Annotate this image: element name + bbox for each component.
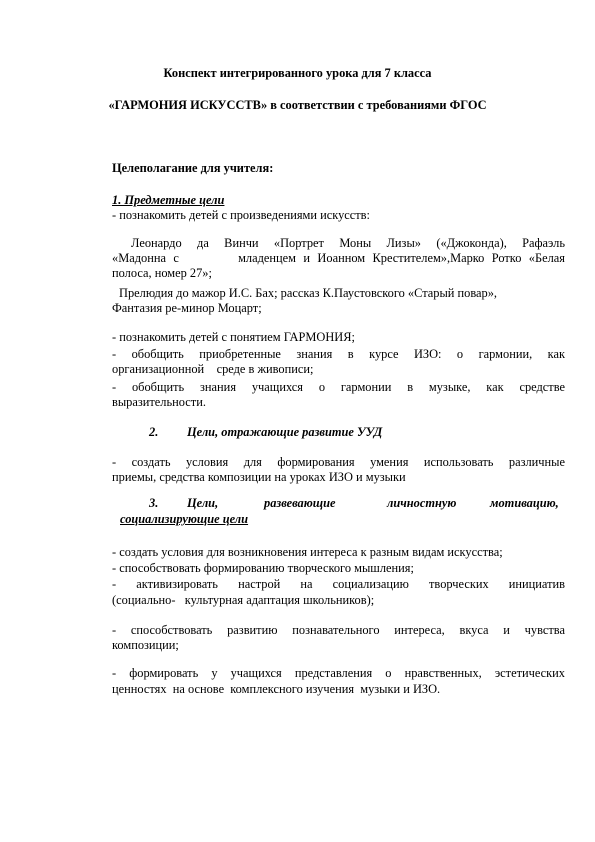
works-line-3: полоса, номер 27»; — [112, 266, 212, 280]
works-line-4: Прелюдия до мажор И.С. Бах; рассказ К.Паустовского «Старый повар», — [119, 286, 498, 300]
section-1-item-2: - познакомить детей с понятием ГАРМОНИЯ; — [112, 330, 355, 344]
section-3-heading-word-4: мотивацию, — [490, 496, 559, 510]
section-2-heading: Цели, отражающие развитие УУД — [187, 425, 383, 439]
section-2-number: 2. — [149, 425, 159, 439]
works-line-1: Леонардо да Винчи «Портрет Моны Лизы» («Джоконда), Рафаэль — [131, 236, 565, 250]
section-3-heading-word-2: развевающие — [264, 496, 336, 510]
section-2-item-1-line-1: - создать условия для формирования умения использовать различные — [112, 455, 565, 469]
section-3-item-5-line-1: - формировать у учащихся представления о нравственных, эстетических — [112, 666, 565, 680]
section-1-heading: 1. Предметные цели — [112, 193, 225, 207]
goals-heading: Целеполагание для учителя: — [112, 161, 274, 175]
section-1-item-4-line-1: - обобщить знания учащихся о гармонии в музыке, как средстве — [112, 380, 565, 394]
section-3-item-4-line-1: - способствовать развитию познавательного интереса, вкуса и чувства — [112, 623, 565, 637]
document-title-line-2: «ГАРМОНИЯ ИСКУССТВ» в соответствии с требованиями ФГОС — [108, 98, 487, 112]
document-title-line-1: Конспект интегрированного урока для 7 класса — [163, 66, 432, 80]
section-3-heading-word-3: личностную — [387, 496, 457, 510]
works-line-5: Фантазия ре-минор Моцарт; — [112, 301, 262, 315]
section-3-heading-word-1: Цели, — [187, 496, 219, 510]
section-3-item-3-line-2: (социально- культурная адаптация школьников); — [112, 593, 375, 607]
section-3-item-2: - способствовать формированию творческого мышления; — [112, 561, 414, 575]
section-3-item-4-line-2: композиции; — [112, 638, 179, 652]
section-3-item-5-line-2: ценностях на основе комплексного изучения музыки и ИЗО. — [112, 682, 441, 696]
section-3-item-1: - создать условия для возникновения интереса к разным видам искусства; — [112, 545, 503, 559]
section-3-heading-line-2: социализирующие цели — [120, 512, 249, 526]
section-2-item-1-line-2: приемы, средства композиции на уроках ИЗО и музыки — [112, 470, 406, 484]
section-1-intro: - познакомить детей с произведениями искусств: — [112, 208, 370, 222]
section-3-item-3-line-1: - активизировать настрой на социализацию творческих инициатив — [112, 577, 565, 591]
section-3-number: 3. — [149, 496, 159, 510]
section-1-item-3-line-2: организационной среде в живописи; — [112, 362, 314, 376]
works-line-2: «Мадонна с младенцем и Иоанном Крестителем»,Марко Ротко «Белая — [112, 251, 565, 265]
section-1-item-3-line-1: - обобщить приобретенные знания в курсе ИЗО: о гармонии, как — [112, 347, 565, 361]
section-1-item-4-line-2: выразительности. — [112, 395, 206, 409]
